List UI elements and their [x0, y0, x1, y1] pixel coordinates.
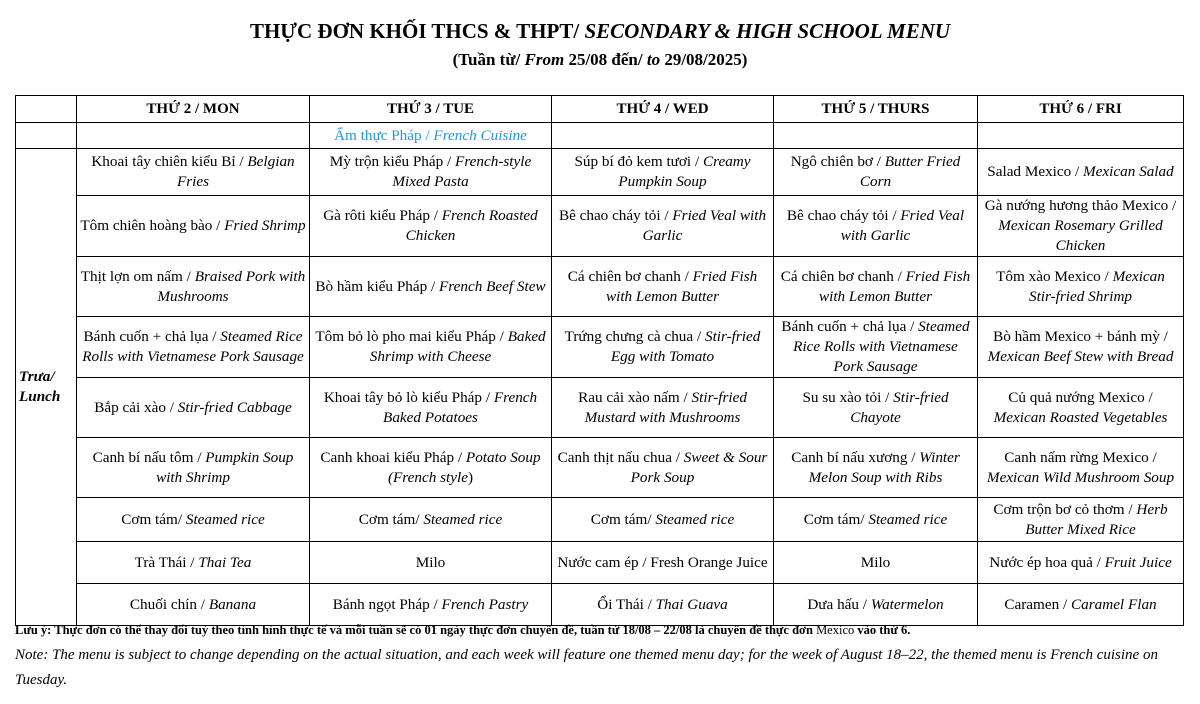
- dish-name-en: Fruit Juice: [1104, 553, 1172, 571]
- dish-name-en: Mexican Stir-fried Shrimp: [1028, 267, 1165, 305]
- dish-name-vn: Cá chiên bơ chanh /: [567, 267, 693, 285]
- dish-name-vn: Bánh cuốn + chả lụa /: [83, 328, 221, 345]
- dish-name-vn: Bánh ngọt Pháp /: [332, 595, 442, 613]
- dish-name-vn: Rau cải xào nấm /: [578, 388, 692, 406]
- dish-name-vn: Tôm bỏ lò pho mai kiểu Pháp /: [315, 328, 508, 345]
- dish-name-en: Stir-fried Egg with Tomato: [610, 328, 761, 365]
- dish-name-vn: Cơm tám/: [121, 510, 186, 528]
- meal-label-line2: Lunch: [19, 388, 61, 405]
- dish-name-vn: Gà rôti kiểu Pháp /: [323, 207, 442, 224]
- dish-name-vn: Tôm chiên hoàng bào /: [80, 217, 225, 234]
- dish-name-en: Steamed rice: [185, 510, 265, 528]
- dish-name-vn: Canh bí nấu xương /: [791, 448, 920, 466]
- menu-title-vn: THỰC ĐƠN KHỐI THCS & THPT/: [249, 19, 585, 43]
- menu-cell: [310, 257, 552, 317]
- menu-cell: [77, 438, 310, 498]
- dish-name-vn: Canh bí nấu tôm /: [92, 448, 206, 466]
- menu-cell: [774, 584, 978, 626]
- dish-name-en: Stir-fried Cabbage: [177, 398, 292, 416]
- dish-name-en: Fried Veal with Garlic: [840, 207, 965, 244]
- meal-label-line1: Trưa/: [19, 368, 55, 385]
- dish-name-vn: Ngô chiên bơ /: [790, 153, 885, 170]
- dish-name-en: Watermelon: [870, 595, 944, 613]
- dish-name-en: French-style Mixed Pasta: [392, 153, 532, 190]
- dish-name-vn: Caramen /: [1004, 595, 1071, 613]
- menu-title: [0, 18, 1200, 44]
- theme-cell: [310, 123, 552, 149]
- dish-name-vn: Thịt lợn om nấm /: [80, 267, 195, 285]
- dish-name-en: Steamed rice: [868, 510, 948, 528]
- menu-cell: [77, 317, 310, 378]
- dish-name-en: Steamed rice: [655, 510, 735, 528]
- dish-name-vn: Tôm xào Mexico /: [996, 267, 1113, 285]
- meal-label: [16, 149, 77, 626]
- theme-empty: [16, 123, 77, 149]
- day-header: THỨ 3 / TUE: [310, 96, 552, 123]
- dish-name-vn: Canh thịt nấu chua /: [557, 448, 684, 466]
- menu-cell: [978, 317, 1184, 378]
- menu-cell: [774, 317, 978, 378]
- menu-cell: [552, 257, 774, 317]
- menu-cell: [77, 542, 310, 584]
- dish-name-en: French Roasted Chicken: [405, 207, 538, 244]
- dish-name-en: Sweet & Sour Pork Soup: [630, 448, 768, 486]
- dish-name-en: Steamed rice: [423, 510, 503, 528]
- dish-name-en: Belgian Fries: [176, 153, 295, 190]
- dish-name-en: Mexican Salad: [1083, 163, 1174, 180]
- dish-name-vn: Cá chiên bơ chanh /: [780, 267, 906, 285]
- week-prefix: (Tuần từ/: [452, 50, 525, 69]
- dish-name-vn: Milo: [860, 553, 891, 571]
- dish-name-vn: Mỳ trộn kiểu Pháp /: [329, 153, 456, 170]
- menu-title-en: SECONDARY & HIGH SCHOOL MENU: [584, 19, 951, 43]
- theme-empty: [77, 123, 310, 149]
- note-vn-mexico: Mexico: [816, 623, 855, 637]
- menu-row: [16, 257, 1184, 317]
- dish-name-vn: Khoai tây bỏ lò kiểu Pháp /: [323, 388, 494, 406]
- menu-cell: [552, 317, 774, 378]
- theme-empty: [978, 123, 1184, 149]
- dish-name-en: Creamy Pumpkin Soup: [618, 153, 751, 190]
- theme-row: [16, 123, 1184, 149]
- menu-cell: [978, 542, 1184, 584]
- menu-row: [16, 438, 1184, 498]
- dish-name-en: Mexican Roasted Vegetables: [993, 408, 1168, 426]
- menu-cell: [978, 149, 1184, 196]
- menu-cell: [774, 257, 978, 317]
- menu-cell: [978, 498, 1184, 542]
- menu-row: [16, 196, 1184, 257]
- dish-name-en: Butter Fried Corn: [859, 153, 961, 190]
- menu-cell: [552, 498, 774, 542]
- header-corner: [16, 96, 77, 123]
- note-english: Note: The menu is subject to change depending on the actual situation, and each week will feature one themed menu day; for the week of August 18–22, the themed menu is French cuisine on Tuesday.: [15, 647, 1158, 688]
- menu-cell: [978, 438, 1184, 498]
- dish-name-en: Herb Butter Mixed Rice: [1025, 500, 1168, 538]
- menu-row: [16, 317, 1184, 378]
- menu-cell: [310, 378, 552, 438]
- dish-name-en: Fried Fish with Lemon Butter: [605, 267, 758, 305]
- dish-name-en: Pumpkin Soup with Shrimp: [156, 448, 294, 486]
- theme-en: French Cuisine: [433, 126, 527, 144]
- day-header-row: [16, 96, 1184, 123]
- menu-cell: [77, 149, 310, 196]
- dish-name-vn: Bò hầm kiểu Pháp /: [315, 277, 440, 295]
- dish-name-vn: Ổi Thái /: [597, 595, 656, 613]
- dish-name-vn: Cơm tám/: [358, 510, 424, 528]
- dish-name-en: Caramel Flan: [1071, 595, 1157, 613]
- theme-empty: [774, 123, 978, 149]
- menu-cell: [77, 498, 310, 542]
- dish-name-vn: Nước cam ép / Fresh Orange Juice: [557, 553, 768, 571]
- dish-name-vn: Canh khoai kiểu Pháp /: [320, 448, 466, 466]
- week-range: [0, 49, 1200, 71]
- menu-cell: [77, 196, 310, 257]
- dish-name-vn: Súp bí đỏ kem tươi /: [574, 153, 703, 170]
- menu-cell: [552, 438, 774, 498]
- dish-name-en: Fried Veal with Garlic: [642, 207, 767, 244]
- dish-name-vn: Nước ép hoa quả /: [989, 553, 1105, 571]
- dish-name-en: Baked Shrimp with Cheese: [369, 328, 546, 365]
- dish-name-vn: Khoai tây chiên kiểu Bỉ /: [91, 153, 248, 170]
- dish-name-en: Steamed Rice Rolls with Vietnamese Pork Sausage: [793, 318, 970, 375]
- menu-cell: [310, 317, 552, 378]
- dish-name-en: Steamed Rice Rolls with Vietnamese Pork Sausage: [82, 328, 304, 365]
- menu-cell: [310, 438, 552, 498]
- dish-name-en: Banana: [208, 595, 257, 613]
- week-end: 29/08/2025): [660, 50, 748, 69]
- menu-cell: [978, 378, 1184, 438]
- menu-cell: [774, 498, 978, 542]
- dish-name-vn: Milo: [415, 553, 446, 571]
- menu-cell: [978, 257, 1184, 317]
- dish-name-vn: Gà nướng hương thảo Mexico /: [984, 197, 1177, 214]
- dish-name-vn: Bánh cuốn + chả lụa /: [781, 318, 919, 335]
- dish-name-en: French Beef Stew: [439, 277, 546, 295]
- dish-name-en: Winter Melon Soup with Ribs: [808, 448, 960, 486]
- dish-name-vn: Củ quả nướng Mexico /: [1008, 388, 1153, 406]
- menu-table: [15, 95, 1184, 626]
- dish-name-vn: Trà Thái /: [134, 553, 199, 571]
- menu-row: [16, 498, 1184, 542]
- menu-cell: [310, 196, 552, 257]
- dish-name-en: Mexican Beef Stew with Bread: [987, 348, 1174, 365]
- dish-name-vn: Bê chao cháy tỏi /: [558, 207, 673, 224]
- paren-close: ): [467, 468, 474, 486]
- menu-cell: [77, 257, 310, 317]
- menu-cell: [552, 542, 774, 584]
- dish-name-vn: Trứng chưng cà chua /: [564, 328, 705, 345]
- dish-name-en: Fried Fish with Lemon Butter: [818, 267, 971, 305]
- dish-name-vn: Bắp cải xào /: [94, 398, 178, 416]
- dish-name-en: Mexican Wild Mushroom Soup: [986, 468, 1175, 486]
- dish-name-en: Stir-fried Chayote: [850, 388, 949, 426]
- day-header: THỨ 5 / THURS: [774, 96, 978, 123]
- dish-name-en: Fried Shrimp: [224, 217, 306, 234]
- dish-name-en: Thai Tea: [198, 553, 252, 571]
- menu-cell: [77, 584, 310, 626]
- dish-name-vn: Chuối chín /: [129, 595, 209, 613]
- menu-row: [16, 584, 1184, 626]
- menu-body: [16, 149, 1184, 626]
- day-header: THỨ 2 / MON: [77, 96, 310, 123]
- dish-name-vn: Dưa hấu /: [807, 595, 871, 613]
- menu-row: [16, 542, 1184, 584]
- menu-cell: [310, 498, 552, 542]
- theme-empty: [552, 123, 774, 149]
- dish-name-vn: Cơm tám/: [803, 510, 869, 528]
- menu-cell: [978, 196, 1184, 257]
- week-to: to: [646, 50, 661, 69]
- note-vietnamese: [15, 622, 1185, 638]
- dish-name-vn: Cơm trộn bơ cỏ thơm /: [993, 500, 1137, 518]
- menu-row: [16, 378, 1184, 438]
- dish-name-en: Potato Soup (French style: [387, 448, 541, 486]
- dish-name-vn: Salad Mexico /: [987, 163, 1084, 180]
- menu-cell: [774, 378, 978, 438]
- menu-cell: [774, 149, 978, 196]
- dish-name-vn: Bê chao cháy tỏi /: [786, 207, 901, 224]
- day-header: THỨ 6 / FRI: [978, 96, 1184, 123]
- menu-cell: [77, 378, 310, 438]
- menu-cell: [552, 584, 774, 626]
- dish-name-vn: Canh nấm rừng Mexico /: [1004, 448, 1157, 466]
- dish-name-en: Braised Pork with Mushrooms: [157, 267, 306, 305]
- dish-name-vn: Cơm tám/: [590, 510, 656, 528]
- dish-name-vn: Su su xào tỏi /: [802, 388, 894, 406]
- menu-cell: [310, 584, 552, 626]
- dish-name-en: Mexican Rosemary Grilled Chicken: [998, 217, 1163, 254]
- dish-name-en: Thai Guava: [655, 595, 728, 613]
- dish-name-en: French Baked Potatoes: [383, 388, 538, 426]
- menu-row: [16, 149, 1184, 196]
- menu-cell: [774, 542, 978, 584]
- menu-cell: [552, 378, 774, 438]
- dish-name-en: French Pastry: [441, 595, 529, 613]
- week-from: From: [524, 50, 565, 69]
- menu-cell: [552, 149, 774, 196]
- dish-name-vn: Bò hầm Mexico + bánh mỳ /: [993, 328, 1168, 345]
- note-vn-suffix: vào thứ 6.: [854, 623, 911, 637]
- day-header: THỨ 4 / WED: [552, 96, 774, 123]
- menu-cell: [552, 196, 774, 257]
- menu-cell: [774, 438, 978, 498]
- menu-cell: [978, 584, 1184, 626]
- note-vn-prefix: Lưu ý: Thực đơn có thể thay đổi tuỳ theo tình hình thực tế và mỗi tuần sẽ có 01 ngày thực đơn chuyên đề, tuần từ 18/08 – 22/08 là chuyên đề thực đơn: [15, 623, 817, 637]
- dish-name-en: Stir-fried Mustard with Mushrooms: [584, 388, 747, 426]
- theme-vn: Ẩm thực Pháp /: [334, 126, 434, 144]
- menu-cell: [310, 542, 552, 584]
- menu-cell: [774, 196, 978, 257]
- menu-cell: [310, 149, 552, 196]
- week-mid: 25/08 đến/: [564, 50, 647, 69]
